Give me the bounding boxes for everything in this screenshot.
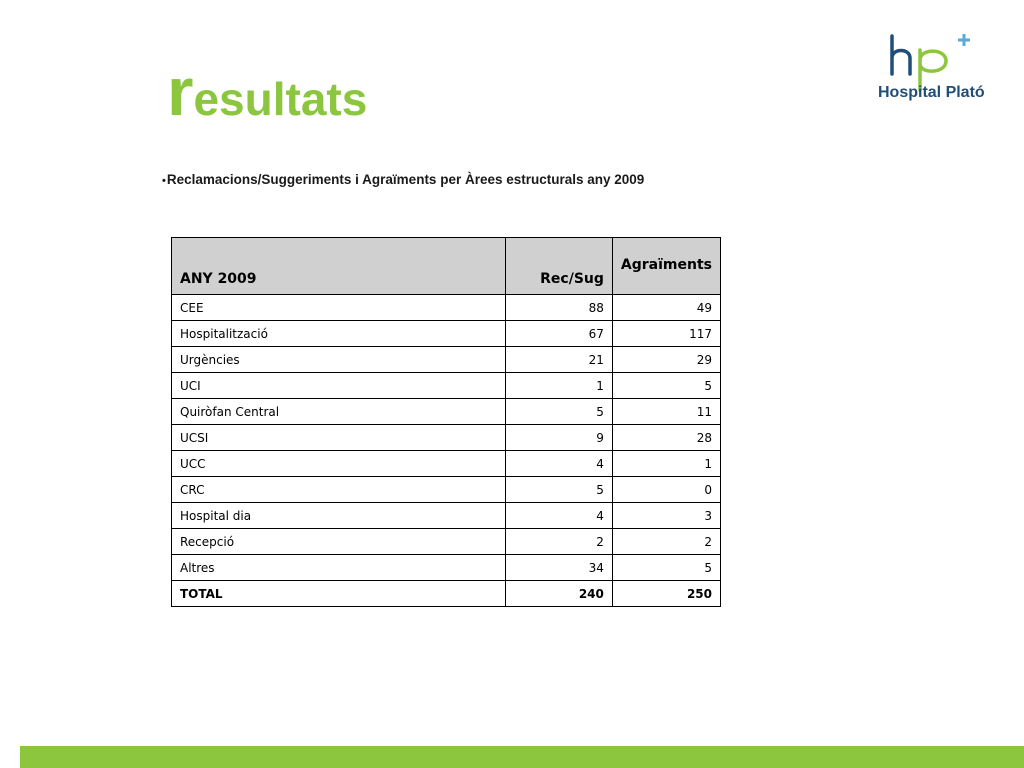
table-header-row xyxy=(172,238,721,295)
row-name: UCC xyxy=(172,451,506,477)
row-name: UCI xyxy=(172,373,506,399)
table-row xyxy=(172,555,721,581)
row-agr: 5 xyxy=(612,555,720,581)
row-agr: 11 xyxy=(612,399,720,425)
row-name: Urgències xyxy=(172,347,506,373)
row-name: CEE xyxy=(172,295,506,321)
logo-name: Hospital Plató xyxy=(878,84,985,101)
table-row xyxy=(172,425,721,451)
row-agr: 49 xyxy=(612,295,720,321)
table-row xyxy=(172,347,721,373)
row-name: Quiròfan Central xyxy=(172,399,506,425)
table-row xyxy=(172,529,721,555)
row-rec: 2 xyxy=(505,529,612,555)
row-rec: 9 xyxy=(505,425,612,451)
row-rec: 88 xyxy=(505,295,612,321)
row-agr: 28 xyxy=(612,425,720,451)
slide-title-rest: esultats xyxy=(193,73,368,125)
row-name: Recepció xyxy=(172,529,506,555)
results-table xyxy=(171,237,721,607)
table-row xyxy=(172,451,721,477)
row-agr: 29 xyxy=(612,347,720,373)
total-rec: 240 xyxy=(505,581,612,607)
row-name: CRC xyxy=(172,477,506,503)
table-row xyxy=(172,477,721,503)
header-any-2009: ANY 2009 xyxy=(172,238,506,295)
row-name: Hospitalització xyxy=(172,321,506,347)
row-rec: 5 xyxy=(505,477,612,503)
row-agr: 5 xyxy=(612,373,720,399)
subtitle-text: Reclamacions/Suggeriments i Agraïments per Àrees estructurals any 2009 xyxy=(166,172,645,187)
total-label: TOTAL xyxy=(172,581,506,607)
row-rec: 34 xyxy=(505,555,612,581)
row-rec: 1 xyxy=(505,373,612,399)
header-agraiments: Agraïments xyxy=(612,238,720,295)
row-rec: 4 xyxy=(505,451,612,477)
row-rec: 4 xyxy=(505,503,612,529)
footer-accent-bar xyxy=(20,746,1024,768)
table-total-row xyxy=(172,581,721,607)
header-rec-sug: Rec/Sug xyxy=(505,238,612,295)
logo-cross-icon xyxy=(958,34,970,46)
bullet-icon: • xyxy=(162,175,166,187)
row-agr: 117 xyxy=(612,321,720,347)
row-agr: 2 xyxy=(612,529,720,555)
row-rec: 21 xyxy=(505,347,612,373)
row-agr: 0 xyxy=(612,477,720,503)
slide-title xyxy=(167,54,368,130)
table-row xyxy=(172,321,721,347)
table-row xyxy=(172,295,721,321)
row-agr: 1 xyxy=(612,451,720,477)
table-row xyxy=(172,399,721,425)
row-rec: 67 xyxy=(505,321,612,347)
row-name: UCSI xyxy=(172,425,506,451)
row-name: Altres xyxy=(172,555,506,581)
slide-subtitle xyxy=(162,172,644,187)
table-row xyxy=(172,503,721,529)
row-rec: 5 xyxy=(505,399,612,425)
row-agr: 3 xyxy=(612,503,720,529)
table-row xyxy=(172,373,721,399)
logo-h-letter xyxy=(892,36,910,74)
slide-title-first-letter: r xyxy=(167,54,194,130)
total-agr: 250 xyxy=(612,581,720,607)
row-name: Hospital dia xyxy=(172,503,506,529)
